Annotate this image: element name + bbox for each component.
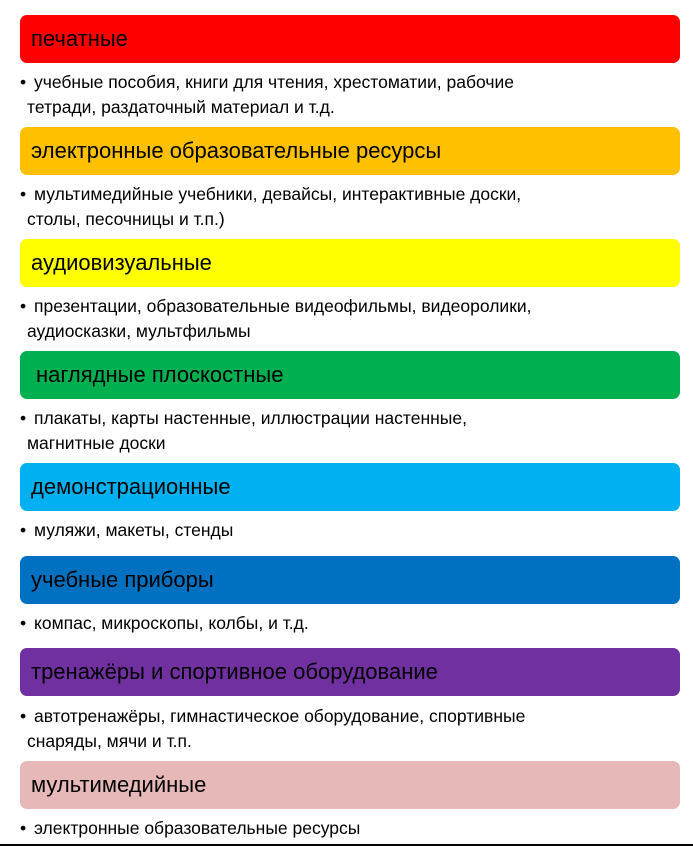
bullet-icon: • xyxy=(20,296,27,316)
category-bar xyxy=(20,239,680,287)
category-visual-flat xyxy=(20,351,680,399)
description-line: муляжи, макеты, стенды xyxy=(34,520,234,540)
category-bar xyxy=(20,463,680,511)
category-electronic-resources xyxy=(20,127,680,175)
bullet-icon: • xyxy=(20,72,27,92)
description-line: магнитные доски xyxy=(27,433,166,453)
category-description xyxy=(20,704,660,754)
category-title: тренажёры и спортивное оборудование xyxy=(31,659,438,684)
category-sports-equipment xyxy=(20,648,680,696)
category-printed xyxy=(20,15,680,63)
bullet-icon: • xyxy=(20,706,27,726)
description-line: аудиосказки, мультфильмы xyxy=(27,321,251,341)
category-title: аудиовизуальные xyxy=(31,250,212,275)
description-line: электронные образовательные ресурсы xyxy=(34,818,361,838)
category-title: демонстрационные xyxy=(31,474,231,499)
category-bar xyxy=(20,556,680,604)
description-line: компас, микроскопы, колбы, и т.д. xyxy=(34,613,309,633)
description-line: автотренажёры, гимнастическое оборудование, спортивные xyxy=(34,706,526,726)
category-instruments xyxy=(20,556,680,604)
bullet-icon: • xyxy=(20,520,27,540)
category-description xyxy=(20,294,660,344)
category-title: печатные xyxy=(31,26,128,51)
bullet-icon: • xyxy=(20,184,27,204)
category-bar xyxy=(20,648,680,696)
category-description xyxy=(20,70,660,120)
description-line: презентации, образовательные видеофильмы, видеоролики, xyxy=(34,296,532,316)
bullet-icon: • xyxy=(20,613,27,633)
category-bar xyxy=(20,15,680,63)
category-description xyxy=(20,182,660,232)
category-bar xyxy=(20,127,680,175)
category-title: мультимедийные xyxy=(31,772,207,797)
category-bar xyxy=(20,761,680,809)
category-description xyxy=(20,518,660,543)
description-line: снаряды, мячи и т.п. xyxy=(27,731,192,751)
category-title: наглядные плоскостные xyxy=(36,362,284,387)
description-line: тетради, раздаточный материал и т.д. xyxy=(27,97,335,117)
category-description xyxy=(20,611,660,636)
category-description xyxy=(20,816,660,841)
category-demonstration xyxy=(20,463,680,511)
bullet-icon: • xyxy=(20,408,27,428)
description-line: учебные пособия, книги для чтения, хрестоматии, рабочие xyxy=(34,72,514,92)
category-title: электронные образовательные ресурсы xyxy=(31,138,442,163)
description-line: плакаты, карты настенные, иллюстрации настенные, xyxy=(34,408,467,428)
category-bar xyxy=(20,351,680,399)
bullet-icon: • xyxy=(20,818,27,838)
description-line: мультимедийные учебники, девайсы, интерактивные доски, xyxy=(34,184,522,204)
category-audiovisual xyxy=(20,239,680,287)
category-multimedia xyxy=(20,761,680,809)
description-line: столы, песочницы и т.п.) xyxy=(27,209,225,229)
category-title: учебные приборы xyxy=(31,567,214,592)
category-description xyxy=(20,406,660,456)
